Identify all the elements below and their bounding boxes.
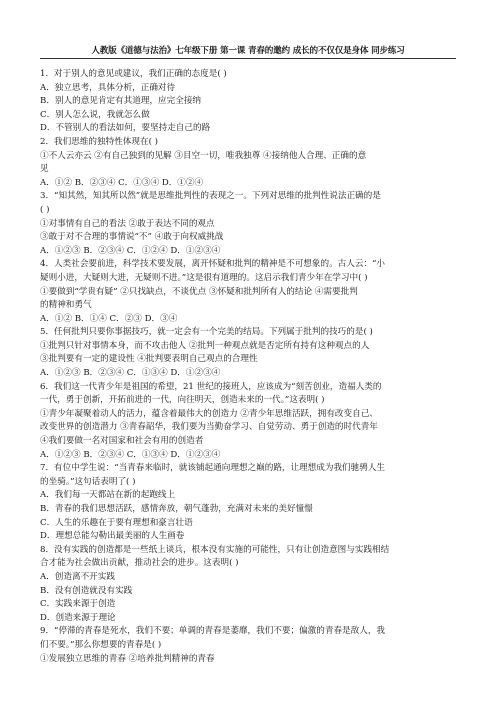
text-line: D．理想总能勾勒出最美丽的人生画卷 [40,531,185,542]
text-line: 4．人类社会要前进，科学技术要发展，离开怀疑和批判的精神是不可想象的。古人云：“小 [40,259,386,270]
text-line: ( ) [40,204,50,215]
title-underline [40,58,456,59]
text-line: B．没有创造就没有实践 [40,585,133,596]
text-line: A．创造离不开实践 [40,571,115,582]
text-line: 9．“停滞的青春是死水，我们不要；单调的青春是萎靡，我们不要；偏激的青春是敌人，我 [40,626,386,637]
text-line: D．不管别人的看法如何，要坚持走自己的路 [40,123,211,134]
text-line: A．①②③ B．②③④ C．①②④ D．①②③④ [40,245,221,256]
text-line: B．别人的意见肯定有其道理，应完全接纳 [40,96,202,107]
text-line: 的精神和勇气 [40,300,92,311]
text-line: A．我们每一天都站在新的起跑线上 [40,490,176,501]
text-line: C．别人怎么说，我就怎么做 [40,109,150,120]
text-line: 改变世界的创造潜力 ③青春韶华，我们要为当勤奋学习、自觉劳动、勇于创造的时代青年 [40,422,378,433]
text-line: D．创造来源于理论 [40,612,116,623]
text-line: ④我们要做一名对国家和社会有用的创造者 [40,436,204,447]
text-line: ①发展独立思维的青春 ②培养批判精神的青春 [40,653,215,664]
text-line: 见 [40,164,49,175]
text-line: ③敢于对不合理的事情说“不” ④敢于向权威挑战 [40,232,224,243]
text-line: 3．“知其然，知其所以然”就是思维批判性的表现之一。下列对思维的批判性说法正确的是 [40,191,381,202]
text-line: ①要做到“学贵有疑” ②只找缺点，不谈优点 ③怀疑和批判所有人的结论 ④需要批判 [40,286,358,297]
text-line: 一代，勇于创新，开拓前进的一代，向往明天，创造未来的一代。”这表明( ) [40,395,325,406]
text-line: 7．有位中学生说：“当青春来临时，就该铺起通向理想之巅的路，让理想成为我们驰骋人生 [40,463,386,474]
text-line: A．①② B．①④ C．②③ D．③④ [40,313,178,324]
text-line: A．①②③ B．②③④ C．①③④ D．①②③④ [40,368,221,379]
text-line: 2．我们思维的独特性体现在( ) [40,136,159,147]
text-line: ①青少年凝聚着动人的活力，蕴含着最伟大的创造力 ②青少年思维活跃，拥有改变自己、 [40,408,378,419]
text-line: A．①②③ B．②③④ C．①③④ D．①②③④ [40,449,221,460]
text-line: A．独立思考，具体分析，正确对待 [40,82,176,93]
text-line: ③批判要有一定的建设性 ④批判要表明自己观点的合理性 [40,354,258,365]
text-line: 们不要。”那么你想要的青春是( ) [40,639,162,650]
text-line: ①不人云亦云 ②有自己独到的见解 ③目空一切，唯我独尊 ④接纳他人合理、正确的意 [40,150,367,161]
text-line: 合才能为社会做出贡献，推动社会的进步。这表明( ) [40,558,239,569]
text-line: 疑则小进，大疑则大进，无疑则不进。”这是很有道理的。这启示我们青少年在学习中( ) [40,272,368,283]
text-line: C．实践来源于创造 [40,599,116,610]
document-title: 人教版《道德与法治》七年级下册 第一课 青春的邀约 成长的不仅仅是身体 同步练习 [91,46,405,56]
text-line: 1．对于别人的意见或建议，我们正确的态度是( ) [40,69,227,79]
text-line: B．青春的我们思想活跃，感情奔放，朝气蓬勃，充满对未来的美好憧憬 [40,504,313,514]
text-line: A．①② B．②③④ C．①③④ D．①②④ [40,177,204,188]
text-line: ①对事情有自己的看法 ②敢于表达不同的观点 [40,218,215,229]
text-line: 6．我们这一代青少年是祖国的希望，21 世纪的接班人，应该成为“刻苦创业，造福人类的 [40,381,382,392]
text-line: ①批判只针对事情本身，而不攻击他人 ②批判一种观点就是否定所有持有这种观点的人 [40,340,370,351]
text-line: 8．没有实践的创造都是一些纸上谈兵，根本没有实施的可能性，只有让创造意图与实践相结 [40,544,390,555]
question-list [40,68,456,666]
text-line: 的坐骑。”这句话表明了( ) [40,476,136,487]
text-line: 5．任何批判只要你事据技巧，就一定会有一个完美的结局。下列属于批判的技巧的是( ) [40,327,373,338]
text-line: C．人生的乐趣在于要有理想和豪言壮语 [40,517,193,528]
